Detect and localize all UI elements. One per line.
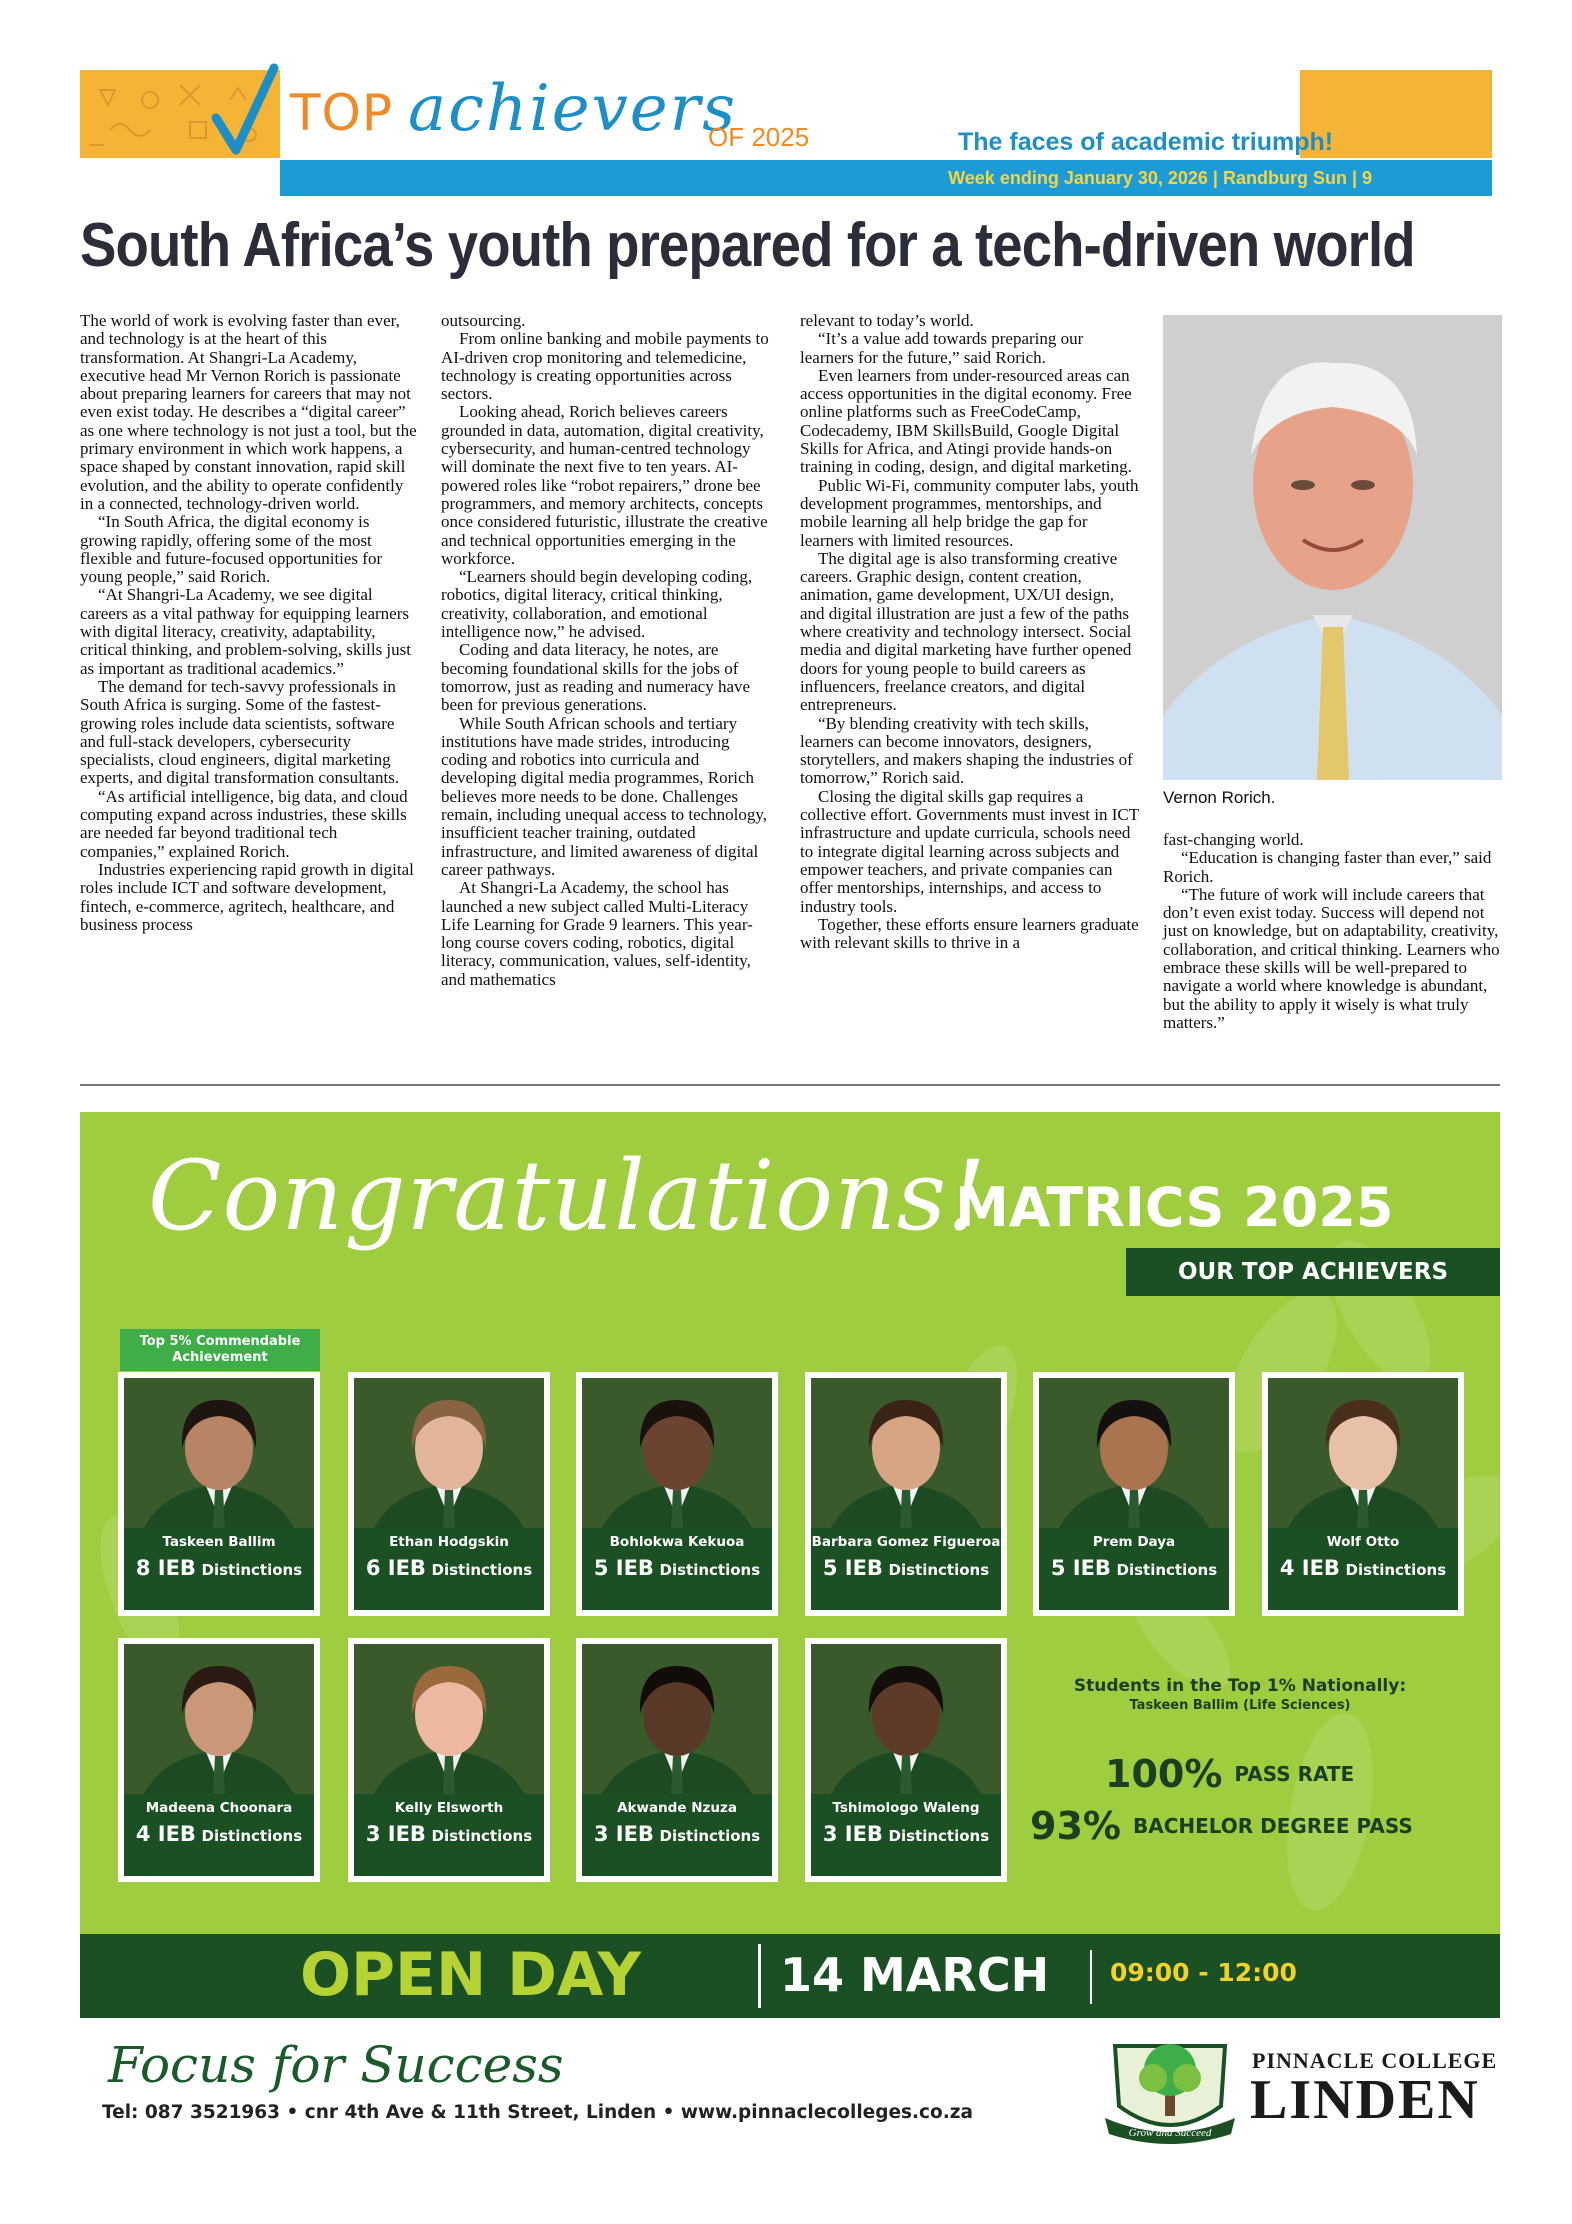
distinction-count: 4 IEB — [1279, 1556, 1340, 1580]
vernon-rorich-photo — [1163, 315, 1502, 780]
student-card — [1262, 1372, 1464, 1616]
student-photo — [354, 1644, 544, 1794]
top-achievers-banner: OUR TOP ACHIEVERS — [1126, 1248, 1500, 1296]
student-name: Madeena Choonara — [145, 1800, 293, 1816]
commendable-badge: Top 5% Commendable Achievement — [120, 1329, 320, 1371]
distinctions-label: Distinctions — [659, 1561, 761, 1579]
photo-caption: Vernon Rorich. — [1163, 788, 1276, 807]
distinction-count: 3 IEB — [365, 1822, 426, 1846]
open-day-date: 14 MARCH — [780, 1948, 1050, 2002]
student-label — [124, 1528, 314, 1610]
top1-block — [1060, 1676, 1420, 1713]
student-portrait — [124, 1378, 314, 1528]
student-name: Ethan Hodgskin — [389, 1534, 509, 1550]
header-achievers-word: achievers — [408, 72, 738, 146]
distinction-count: 8 IEB — [135, 1556, 196, 1580]
distinction-count: 5 IEB — [822, 1556, 883, 1580]
distinction-count: 5 IEB — [593, 1556, 654, 1580]
student-photo — [811, 1378, 1001, 1528]
student-card — [348, 1372, 550, 1616]
student-label — [354, 1794, 544, 1876]
article-column-2 — [441, 312, 779, 989]
student-label — [582, 1528, 772, 1610]
student-label — [811, 1794, 1001, 1876]
paragraph: Together, these efforts ensure learners graduate with relevant skills to thrive in a — [800, 914, 1139, 953]
student-portrait — [124, 1644, 314, 1794]
paragraph: Public Wi-Fi, community computer labs, youth development programmes, mentorships, and mobile learning all help bridge the gap for learners with limited resources. — [800, 475, 1139, 550]
pass-rate-value: 100% — [1105, 1752, 1223, 1796]
student-name: Barbara Gomez Figueroa — [811, 1534, 1001, 1550]
top1-name: Taskeen Ballim (Life Sciences) — [1129, 1698, 1351, 1713]
paragraph: “The future of work will include careers that don’t even exist today. Success will depend not just on knowledge, but on adaptability, creativity, collaboration, and critical thinking. Learners who embrace these skills will be well-prepared to navigate a world where knowledge is abundant, but the ability to apply it wisely is what truly matters.” — [1163, 884, 1500, 1032]
student-name: Akwande Nzuza — [617, 1800, 737, 1816]
student-photo — [124, 1378, 314, 1528]
paragraph: relevant to today’s world. — [800, 311, 974, 330]
bachelor-label: BACHELOR DEGREE PASS — [1132, 1814, 1413, 1838]
student-portrait — [354, 1378, 544, 1528]
student-name: Wolf Otto — [1326, 1534, 1400, 1550]
open-day-time: 09:00 - 12:00 — [1110, 1958, 1297, 1987]
student-distinctions — [354, 1556, 544, 1580]
student-photo — [1039, 1378, 1229, 1528]
paragraph: The world of work is evolving faster than ever, and technology is at the heart of this transformation. At Shangri-La Academy, executive head Mr Vernon Rorich is passionate about preparing learners for careers that may not even exist today. He describes a “digital career” as one where technology is not just a tool, but the primary environment in which work happens, a space shaped by constant innovation, rapid skill evolution, and the ability to operate confidently in a connected, technology-driven world. — [80, 311, 417, 513]
student-label — [354, 1528, 544, 1610]
paragraph: “By blending creativity with tech skills, learners can become innovators, designers, storytellers, and makers shaping the industries of tomorrow,” Rorich said. — [800, 713, 1133, 788]
student-portrait — [582, 1644, 772, 1794]
paragraph: From online banking and mobile payments to AI-driven crop monitoring and telemedicine, technology is creating opportunities across sectors. — [441, 329, 769, 404]
student-photo — [354, 1378, 544, 1528]
distinctions-label: Distinctions — [1345, 1561, 1447, 1579]
paragraph: At Shangri-La Academy, the school has launched a new subject called Multi-Literacy Life Learning for Grade 9 learners. This year-long course covers coding, robotics, digital literacy, communication, values, self-identity, and mathematics — [441, 878, 753, 989]
student-card — [576, 1638, 778, 1882]
student-distinctions — [1039, 1556, 1229, 1580]
open-day-title: OPEN DAY — [300, 1940, 642, 2010]
portrait-photo — [1163, 315, 1502, 780]
student-portrait — [811, 1644, 1001, 1794]
student-name: Kelly Elsworth — [394, 1800, 504, 1816]
article-column-3 — [800, 312, 1140, 952]
paragraph: “In South Africa, the digital economy is growing rapidly, offering some of the most flexible and future-focused opportunities for young people,” said Rorich. — [80, 512, 383, 587]
student-portrait — [354, 1644, 544, 1794]
distinctions-label: Distinctions — [431, 1827, 533, 1845]
bachelor-pass-stat — [1030, 1804, 1413, 1848]
distinctions-label: Distinctions — [888, 1827, 990, 1845]
college-name-line1: PINNACLE COLLEGE — [1252, 2048, 1498, 2073]
divider — [758, 1944, 761, 2008]
college-name-line2: LINDEN — [1250, 2069, 1480, 2131]
student-distinctions — [124, 1556, 314, 1580]
distinction-count: 4 IEB — [135, 1822, 196, 1846]
student-portrait — [1039, 1378, 1229, 1528]
student-portrait — [582, 1378, 772, 1528]
slogan: Focus for Success — [108, 2036, 564, 2094]
divider — [80, 1084, 1500, 1086]
student-label — [811, 1528, 1001, 1610]
paragraph: fast-changing world. — [1163, 830, 1304, 849]
distinction-count: 6 IEB — [365, 1556, 426, 1580]
checkmark-icon — [210, 62, 280, 162]
student-photo — [811, 1644, 1001, 1794]
student-card — [576, 1372, 778, 1616]
student-distinctions — [811, 1556, 1001, 1580]
student-photo — [124, 1644, 314, 1794]
paragraph: “Learners should begin developing coding, robotics, digital literacy, critical thinking, creativity, collaboration, and emotional intelligence now,” he advised. — [441, 567, 753, 642]
distinctions-label: Distinctions — [431, 1561, 533, 1579]
paragraph: “It’s a value add towards preparing our learners for the future,” said Rorich. — [800, 329, 1084, 367]
header-issue-info: Week ending January 30, 2026 | Randburg Sun | 9 — [948, 168, 1372, 188]
distinction-count: 3 IEB — [822, 1822, 883, 1846]
distinctions-label: Distinctions — [888, 1561, 990, 1579]
top1-title: Students in the Top 1% Nationally: — [1073, 1676, 1407, 1696]
paragraph: “As artificial intelligence, big data, and cloud computing expand across industries, these skills are needed far beyond traditional tech companies,” explained Rorich. — [80, 786, 408, 861]
distinctions-label: Distinctions — [201, 1827, 303, 1845]
student-name: Bohlokwa Kekuoa — [609, 1534, 745, 1550]
student-label — [124, 1794, 314, 1876]
article-headline: South Africa’s youth prepared for a tech-driven world — [80, 211, 1415, 280]
paragraph: Closing the digital skills gap requires a collective effort. Governments must invest in ICT infrastructure and update curricula, schools need to integrate digital learning across subjects and empower teachers, and private companies can offer mentorships, internships, and access to industry tools. — [800, 786, 1139, 916]
student-card — [805, 1372, 1007, 1616]
paragraph: Looking ahead, Rorich believes careers grounded in data, automation, digital creativity, cybersecurity, and human-centred technology will dominate the next five to ten years. AI-powered roles like “robot repairers,” drone bee programmers, and memory architects, concepts once considered futuristic, illustrate the creative and technical opportunities emerging in the workforce. — [441, 402, 768, 568]
college-crest-icon — [1095, 2026, 1245, 2146]
student-distinctions — [582, 1822, 772, 1846]
distinctions-label: Distinctions — [201, 1561, 303, 1579]
divider — [1090, 1950, 1092, 2004]
paragraph: The digital age is also transforming creative careers. Graphic design, content creation, animation, game development, UX/UI design, and digital illustration are just a few of the paths where creativity and technology intersect. Social media and digital marketing have further opened doors for young people to build careers as influencers, freelance creators, and digital entrepreneurs. — [800, 548, 1132, 715]
student-distinctions — [811, 1822, 1001, 1846]
student-name: Tshimologo Waleng — [832, 1800, 980, 1816]
student-label — [1268, 1528, 1458, 1610]
student-photo — [1268, 1378, 1458, 1528]
pass-rate-stat — [1105, 1752, 1354, 1796]
student-name: Prem Daya — [1092, 1534, 1176, 1550]
student-label — [582, 1794, 772, 1876]
student-portrait — [1268, 1378, 1458, 1528]
distinctions-label: Distinctions — [1116, 1561, 1218, 1579]
contact-line: Tel: 087 3521963 • cnr 4th Ave & 11th Street, Linden • www.pinnaclecolleges.co.za — [102, 2102, 973, 2123]
distinction-count: 5 IEB — [1050, 1556, 1111, 1580]
paragraph: While South African schools and tertiary institutions have made strides, introducing coding and robotics into curricula and developing digital media programmes, Rorich believes more needs to be done. Challenges remain, including unequal access to technology, insufficient teacher training, outdated infrastructure, and limited awareness of digital career pathways. — [441, 713, 768, 879]
paragraph: outsourcing. — [441, 311, 526, 330]
header-tagline: The faces of academic triumph! — [958, 128, 1334, 156]
student-distinctions — [124, 1822, 314, 1846]
paragraph: “Education is changing faster than ever,” said Rorich. — [1163, 848, 1492, 886]
student-card — [1033, 1372, 1235, 1616]
student-distinctions — [354, 1822, 544, 1846]
bachelor-value: 93% — [1030, 1804, 1121, 1848]
paragraph: Even learners from under-resourced areas can access opportunities in the digital economy. Free online platforms such as FreeCodeCamp, Codecademy, IBM SkillsBuild, Google Digital Skills for Africa, and Atingi provide hands-on training in coding, design, and digital marketing. — [800, 365, 1132, 477]
student-photo — [582, 1378, 772, 1528]
student-card — [805, 1638, 1007, 1882]
article-column-4 — [1163, 831, 1503, 1032]
paragraph: Industries experiencing rapid growth in digital roles include ICT and software development, fintech, e-commerce, agritech, healthcare, and business process — [80, 859, 414, 934]
student-distinctions — [582, 1556, 772, 1580]
student-label — [1039, 1528, 1229, 1610]
paragraph: Coding and data literacy, he notes, are becoming foundational skills for the jobs of tomorrow, just as reading and numeracy have been for previous generations. — [441, 640, 751, 715]
distinctions-label: Distinctions — [659, 1827, 761, 1845]
student-distinctions — [1268, 1556, 1458, 1580]
congratulations-title: Congratulations! — [148, 1140, 987, 1252]
article-column-1 — [80, 312, 420, 934]
student-card — [118, 1372, 320, 1616]
header-top-word: TOP — [290, 84, 394, 142]
matrics-title: MATRICS 2025 — [955, 1176, 1394, 1239]
student-name: Taskeen Ballim — [162, 1534, 276, 1550]
student-portrait — [811, 1378, 1001, 1528]
distinction-count: 3 IEB — [593, 1822, 654, 1846]
paragraph: “At Shangri-La Academy, we see digital careers as a vital pathway for equipping learners with digital literacy, creativity, adaptability, critical thinking, and problem-solving, skills just as important as traditional academics.” — [80, 585, 411, 678]
student-card — [118, 1638, 320, 1882]
logo-motto: Grow and Succeed — [1128, 2127, 1212, 2139]
student-photo — [582, 1644, 772, 1794]
header-year: OF 2025 — [708, 122, 810, 152]
paragraph: The demand for tech-savvy professionals in South Africa is surging. Some of the fastest-growing roles include data scientists, software and full-stack developers, cybersecurity specialists, cloud engineers, digital marketing experts, and digital transformation consultants. — [80, 676, 400, 788]
pass-rate-label: PASS RATE — [1234, 1762, 1355, 1786]
student-card — [348, 1638, 550, 1882]
